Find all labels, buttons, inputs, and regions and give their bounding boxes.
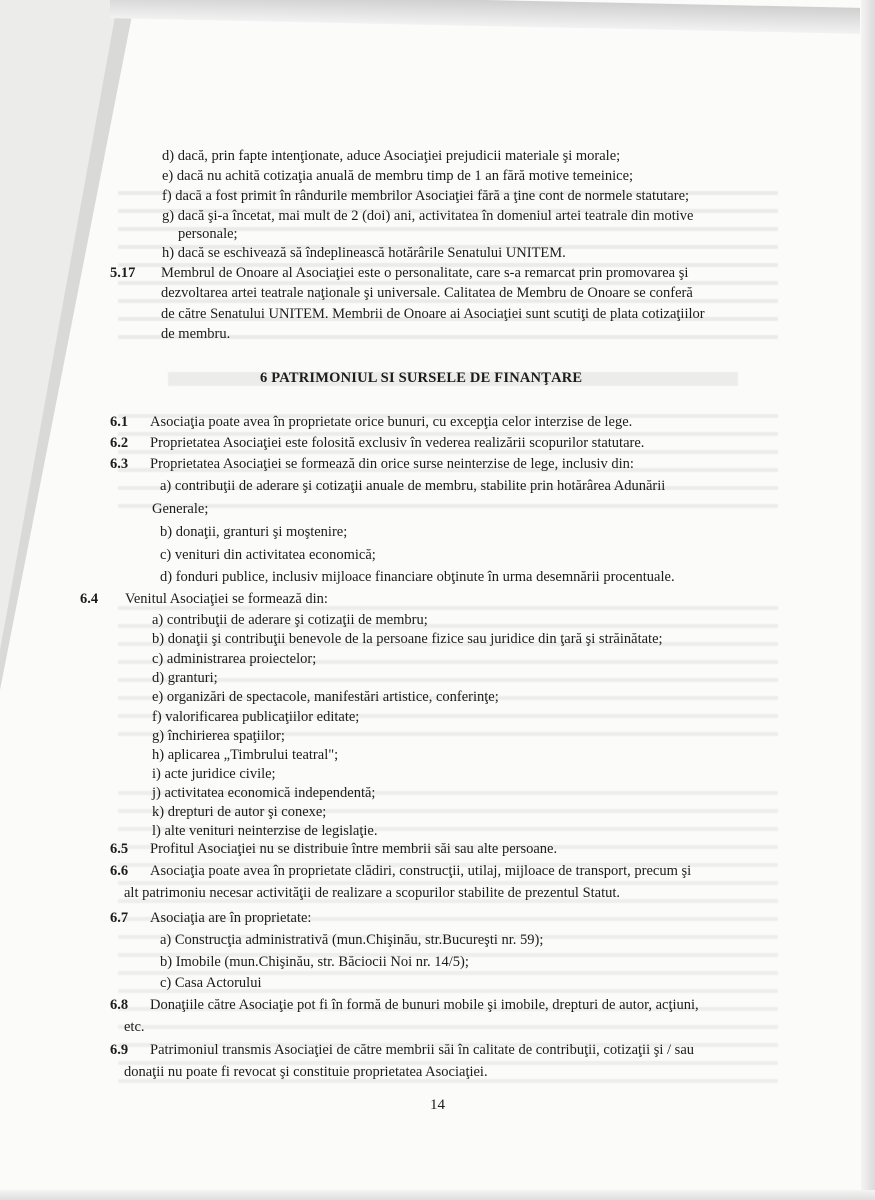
paragraph-number-6-2: 6.2	[110, 435, 129, 451]
list-item-6-4-c: c) administrarea proiectelor;	[152, 651, 317, 667]
list-item-6-4-g: g) închirierea spaţiilor;	[152, 728, 285, 744]
paragraph-number-6-1: 6.1	[110, 414, 129, 430]
paragraph-number-6-5: 6.5	[110, 841, 129, 857]
paragraph-6-6-line-1: Asociaţia poate avea în proprietate clădiri, construcţii, utilaj, mijloace de transport, precum şi	[150, 863, 692, 879]
paragraph-6-4: Venitul Asociaţiei se formează din:	[125, 591, 328, 607]
paragraph-number-6-9: 6.9	[110, 1042, 129, 1058]
paragraph-5-17-line-2: dezvoltarea artei teatrale naţionale şi universale. Calitatea de Membru de Onoare se conferă	[161, 285, 693, 301]
paragraph-5-17-line-3: de către Senatului UNITEM. Membrii de Onoare ai Asociaţiei sunt scutiţi de plata cotizaţiilor	[161, 306, 705, 322]
list-item-6-4-h: h) aplicarea „Timbrului teatral";	[152, 747, 339, 763]
list-item-5-h: h) dacă se eschivează să îndeplinească hotărârile Senatului UNITEM.	[162, 245, 566, 261]
list-item-5-g-cont: personale;	[178, 226, 238, 242]
paragraph-6-9-line-2: donaţii nu poate fi revocat şi constituie proprietatea Asociaţiei.	[124, 1064, 488, 1080]
paragraph-6-8-line-2: etc.	[124, 1019, 145, 1035]
paragraph-5-17-line-1: Membrul de Onoare al Asociaţiei este o personalitate, care s-a remarcat prin promovarea şi	[161, 265, 689, 281]
list-item-6-4-i: i) acte juridice civile;	[152, 766, 276, 782]
list-item-6-4-a: a) contribuţii de aderare şi cotizaţii de membru;	[152, 612, 428, 628]
list-item-5-f: f) dacă a fost primit în rândurile membrilor Asociaţiei fără a ţine cont de normele statutare;	[162, 188, 690, 204]
list-item-6-4-l: l) alte venituri neinterzise de legislaţie.	[152, 823, 378, 839]
paragraph-6-7: Asociaţia are în proprietate:	[150, 910, 312, 926]
page-number: 14	[430, 1097, 445, 1113]
list-item-6-4-j: j) activitatea economică independentă;	[152, 785, 376, 801]
list-item-6-3-c: c) venituri din activitatea economică;	[160, 547, 376, 563]
list-item-6-7-b: b) Imobile (mun.Chişinău, str. Băciocii Noi nr. 14/5);	[160, 954, 469, 970]
paragraph-6-3: Proprietatea Asociaţiei se formează din orice surse neinterzise de lege, inclusiv din:	[150, 456, 634, 472]
list-item-6-7-a: a) Construcţia administrativă (mun.Chişinău, str.Bucureşti nr. 59);	[160, 932, 544, 948]
paragraph-number-6-6: 6.6	[110, 863, 129, 879]
paragraph-6-5: Profitul Asociaţiei nu se distribuie între membrii săi sau alte persoane.	[150, 841, 558, 857]
list-item-6-3-b: b) donaţii, granturi şi moştenire;	[160, 524, 348, 540]
paragraph-number-5-17: 5.17	[110, 265, 136, 281]
list-item-6-4-e: e) organizări de spectacole, manifestări artistice, conferinţe;	[152, 689, 499, 705]
list-item-5-g: g) dacă şi-a încetat, mai mult de 2 (doi) ani, activitatea în domeniul artei teatrale din motive	[162, 208, 694, 224]
list-item-5-e: e) dacă nu achită cotizaţia anuală de membru timp de 1 an fără motive temeinice;	[162, 168, 634, 184]
list-item-6-4-k: k) drepturi de autor şi conexe;	[152, 804, 327, 820]
paragraph-6-1: Asociaţia poate avea în proprietate orice bunuri, cu excepţia celor interzise de lege.	[150, 414, 633, 430]
list-item-6-4-d: d) granturi;	[152, 670, 218, 686]
paragraph-5-17-line-4: de membru.	[161, 326, 231, 342]
paragraph-number-6-8: 6.8	[110, 997, 129, 1013]
list-item-6-3-a-cont: Generale;	[152, 501, 209, 517]
paragraph-number-6-7: 6.7	[110, 910, 129, 926]
paragraph-number-6-3: 6.3	[110, 456, 129, 472]
list-item-6-7-c: c) Casa Actorului	[160, 975, 262, 991]
paragraph-6-2: Proprietatea Asociaţiei este folosită exclusiv în vederea realizării scopurilor statutare.	[150, 435, 645, 451]
list-item-6-4-b: b) donaţii şi contribuţii benevole de la persoane fizice sau juridice din ţară şi străinătate;	[152, 631, 663, 647]
paragraph-6-8-line-1: Donaţiile către Asociaţie pot fi în formă de bunuri mobile şi imobile, drepturi de autor, acţiuni,	[150, 997, 699, 1013]
list-item-6-3-d: d) fonduri publice, inclusiv mijloace financiare obţinute în urma desemnării procentuale.	[160, 569, 675, 585]
list-item-5-d: d) dacă, prin fapte intenţionate, aduce Asociaţiei prejudicii materiale şi morale;	[162, 148, 621, 164]
paragraph-number-6-4: 6.4	[80, 591, 99, 607]
section-heading: 6 PATRIMONIUL SI SURSELE DE FINANŢARE	[260, 370, 583, 386]
list-item-6-3-a: a) contribuţii de aderare şi cotizaţii anuale de membru, stabilite prin hotărârea Adunării	[160, 478, 666, 494]
list-item-6-4-f: f) valorificarea publicaţiilor editate;	[152, 709, 360, 725]
paragraph-6-9-line-1: Patrimoniul transmis Asociaţiei de către membrii săi în calitate de contribuţii, cotizaţii şi / sau	[150, 1042, 695, 1058]
paragraph-6-6-line-2: alt patrimoniu necesar activităţii de realizare a scopurilor stabilite de prezentul Statut.	[124, 885, 621, 901]
